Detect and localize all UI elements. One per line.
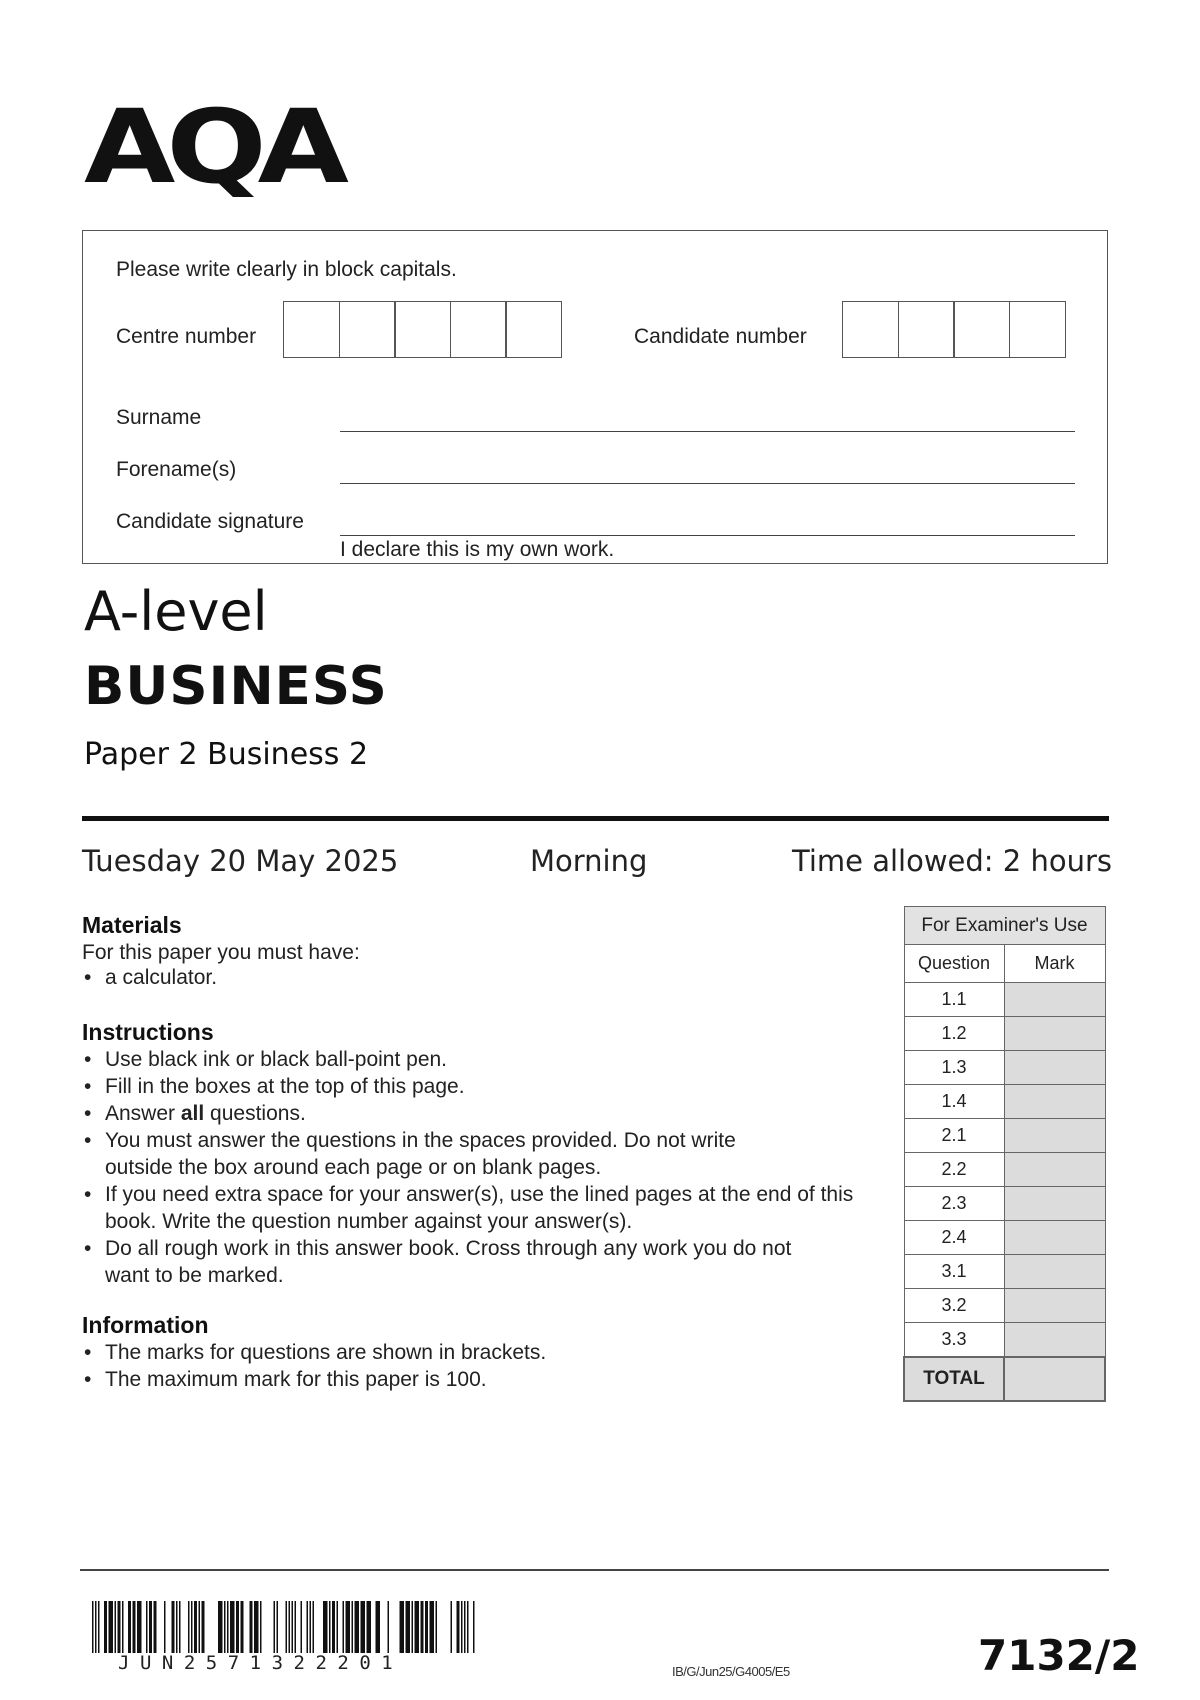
barcode-bar	[179, 1601, 181, 1653]
mark-cell	[1004, 1017, 1105, 1051]
barcode-bar	[430, 1601, 435, 1653]
barcode-bar	[92, 1601, 94, 1653]
centre-number-digit-box[interactable]	[339, 301, 396, 358]
barcode-bar	[355, 1601, 360, 1653]
barcode-bar	[301, 1601, 303, 1653]
answer-all-emphasis: all	[180, 1102, 205, 1125]
examiner-row	[904, 1017, 1105, 1051]
document-reference: IB/G/Jun25/G4005/E5	[672, 1664, 790, 1679]
barcode-bar	[346, 1601, 351, 1653]
barcode-bar	[137, 1601, 142, 1653]
barcode-bar	[191, 1601, 193, 1653]
barcode-bar	[122, 1601, 124, 1653]
forenames-field[interactable]	[340, 483, 1075, 484]
examiner-row	[904, 1323, 1105, 1358]
question-number: 1.2	[904, 1017, 1004, 1051]
barcode-bar	[172, 1601, 175, 1653]
instruction-item: • Fill in the boxes at the top of this page.	[82, 1073, 882, 1100]
centre-number-digit-box[interactable]	[283, 301, 340, 358]
barcode-bar	[323, 1601, 328, 1653]
examiner-row	[904, 1119, 1105, 1153]
barcode-bar	[332, 1601, 335, 1653]
centre-number-label: Centre number	[116, 325, 257, 348]
barcode-bar	[400, 1601, 405, 1653]
barcode-bar	[277, 1601, 279, 1653]
centre-number-boxes[interactable]	[283, 301, 561, 358]
barcode-bar	[218, 1601, 223, 1653]
examiner-row	[904, 1153, 1105, 1187]
mark-cell	[1004, 1221, 1105, 1255]
paper-code: 7132/2	[978, 1631, 1140, 1680]
block-capitals-instruction: Please write clearly in block capitals.	[116, 258, 457, 281]
materials-item: • a calculator.	[82, 964, 862, 991]
information-list	[82, 1339, 862, 1393]
materials-heading: Materials	[82, 912, 182, 938]
question-number: 1.3	[904, 1051, 1004, 1085]
barcode-bar	[337, 1601, 339, 1653]
barcode-bar	[286, 1601, 288, 1653]
aqa-logo: AQA	[84, 87, 340, 207]
barcode-bar	[241, 1601, 244, 1653]
barcode-bar	[236, 1601, 239, 1653]
barcode-bar	[406, 1601, 411, 1653]
barcode-bar	[194, 1601, 197, 1653]
barcode-bar	[227, 1601, 229, 1653]
instruction-item: • If you need extra space for your answer(s), use the lined pages at the end of this book. Write the question number against your answer(s).	[82, 1181, 895, 1235]
barcode-bar	[461, 1601, 463, 1653]
candidate-number-digit-box[interactable]	[953, 301, 1010, 358]
barcode-bar	[361, 1601, 366, 1653]
barcode	[92, 1601, 476, 1653]
examiner-row	[904, 1221, 1105, 1255]
barcode-bar	[176, 1601, 178, 1653]
barcode-bar	[260, 1601, 262, 1653]
barcode-bar	[467, 1601, 469, 1653]
exam-session: Morning	[530, 844, 648, 878]
footer-rule	[80, 1569, 1109, 1571]
total-mark-cell	[1004, 1357, 1105, 1401]
forenames-label: Forename(s)	[116, 458, 237, 481]
total-label: TOTAL	[904, 1357, 1004, 1401]
instruction-item: • You must answer the questions in the spaces provided. Do not write outside the box around each page or on blank pages.	[82, 1127, 795, 1181]
barcode-bar	[376, 1601, 381, 1653]
barcode-bar	[104, 1601, 107, 1653]
mark-cell	[1004, 1323, 1105, 1358]
examiner-row	[904, 1085, 1105, 1119]
barcode-bar	[425, 1601, 428, 1653]
centre-number-digit-box[interactable]	[394, 301, 451, 358]
examiner-row	[904, 983, 1105, 1017]
barcode-bar	[295, 1601, 297, 1653]
barcode-bar	[128, 1601, 131, 1653]
mark-cell	[1004, 1051, 1105, 1085]
candidate-number-digit-box[interactable]	[842, 301, 899, 358]
question-number: 1.4	[904, 1085, 1004, 1119]
question-number: 3.1	[904, 1255, 1004, 1289]
barcode-bar	[457, 1601, 460, 1653]
declaration-text: I declare this is my own work.	[340, 538, 615, 561]
barcode-bar	[274, 1601, 276, 1653]
examiner-row	[904, 1187, 1105, 1221]
barcode-bar	[436, 1601, 438, 1653]
mark-column-header: Mark	[1004, 945, 1105, 983]
barcode-bar	[98, 1601, 100, 1653]
instruction-item	[82, 1100, 882, 1127]
question-number: 2.1	[904, 1119, 1004, 1153]
header-rule	[82, 816, 1109, 821]
question-number: 1.1	[904, 983, 1004, 1017]
exam-date: Tuesday 20 May 2025	[82, 844, 399, 878]
centre-number-digit-box[interactable]	[505, 301, 562, 358]
barcode-bar	[473, 1601, 475, 1653]
instruction-item: • Use black ink or black ball-point pen.	[82, 1046, 882, 1073]
barcode-bar	[133, 1601, 136, 1653]
surname-label: Surname	[116, 406, 202, 429]
instruction-item: • Do all rough work in this answer book. Cross through any work you do not want to be marked.	[82, 1235, 795, 1289]
barcode-bar	[115, 1601, 117, 1653]
instructions-list	[82, 1046, 882, 1289]
barcode-bar	[289, 1601, 291, 1653]
barcode-bar	[412, 1601, 414, 1653]
information-item: • The marks for questions are shown in brackets.	[82, 1339, 862, 1366]
candidate-number-digit-box[interactable]	[1009, 301, 1066, 358]
mark-cell	[1004, 1119, 1105, 1153]
question-number: 2.4	[904, 1221, 1004, 1255]
barcode-bar	[352, 1601, 354, 1653]
barcode-bar	[329, 1601, 331, 1653]
barcode-bar	[388, 1601, 390, 1653]
mark-cell	[1004, 1289, 1105, 1323]
mark-cell	[1004, 1187, 1105, 1221]
barcode-bar	[310, 1601, 312, 1653]
information-item: • The maximum mark for this paper is 100.	[82, 1366, 862, 1393]
signature-field[interactable]	[340, 535, 1075, 536]
information-heading: Information	[82, 1312, 209, 1338]
total-row	[904, 1357, 1105, 1401]
examiner-row	[904, 1289, 1105, 1323]
barcode-bar	[464, 1601, 466, 1653]
barcode-bar	[421, 1601, 424, 1653]
mark-cell	[1004, 1085, 1105, 1119]
candidate-number-digit-box[interactable]	[898, 301, 955, 358]
barcode-digits: JUN2571322201	[118, 1652, 404, 1674]
barcode-bar	[154, 1601, 157, 1653]
examiner-row	[904, 1255, 1105, 1289]
examiner-row	[904, 1051, 1105, 1085]
paper-title: Paper 2 Business 2	[84, 737, 369, 772]
examiners-use-table	[903, 906, 1106, 1402]
barcode-bar	[118, 1601, 121, 1653]
examiners-use-title: For Examiner's Use	[904, 907, 1105, 945]
barcode-bar	[415, 1601, 420, 1653]
surname-field[interactable]	[340, 431, 1075, 432]
signature-label: Candidate signature	[116, 510, 304, 533]
barcode-bar	[451, 1601, 453, 1653]
question-column-header: Question	[904, 945, 1004, 983]
barcode-bar	[149, 1601, 152, 1653]
question-number: 3.3	[904, 1323, 1004, 1358]
qualification-level: A-level	[84, 580, 268, 643]
materials-intro: For this paper you must have:	[82, 941, 360, 964]
barcode-bar	[95, 1601, 97, 1653]
barcode-bar	[199, 1601, 201, 1653]
time-allowed: Time allowed: 2 hours	[792, 844, 1112, 878]
subject-title: BUSINESS	[84, 656, 388, 717]
barcode-bar	[307, 1601, 309, 1653]
mark-cell	[1004, 1255, 1105, 1289]
barcode-bar	[250, 1601, 253, 1653]
instructions-heading: Instructions	[82, 1019, 214, 1045]
barcode-bar	[109, 1601, 114, 1653]
materials-list	[82, 964, 862, 991]
barcode-bar	[254, 1601, 259, 1653]
barcode-bar	[164, 1601, 166, 1653]
mark-cell	[1004, 983, 1105, 1017]
question-number: 2.2	[904, 1153, 1004, 1187]
answer-prefix: Answer	[105, 1102, 181, 1125]
barcode-bar	[367, 1601, 372, 1653]
barcode-bar	[230, 1601, 235, 1653]
barcode-bar	[224, 1601, 226, 1653]
mark-cell	[1004, 1153, 1105, 1187]
barcode-bar	[188, 1601, 190, 1653]
barcode-bar	[146, 1601, 148, 1653]
barcode-bar	[292, 1601, 294, 1653]
candidate-number-label: Candidate number	[634, 325, 807, 348]
barcode-bar	[202, 1601, 205, 1653]
question-number: 2.3	[904, 1187, 1004, 1221]
barcode-bar	[343, 1601, 345, 1653]
candidate-number-boxes[interactable]	[842, 301, 1064, 358]
question-number: 3.2	[904, 1289, 1004, 1323]
answer-suffix: questions.	[204, 1102, 306, 1125]
centre-number-digit-box[interactable]	[450, 301, 507, 358]
barcode-bar	[313, 1601, 315, 1653]
